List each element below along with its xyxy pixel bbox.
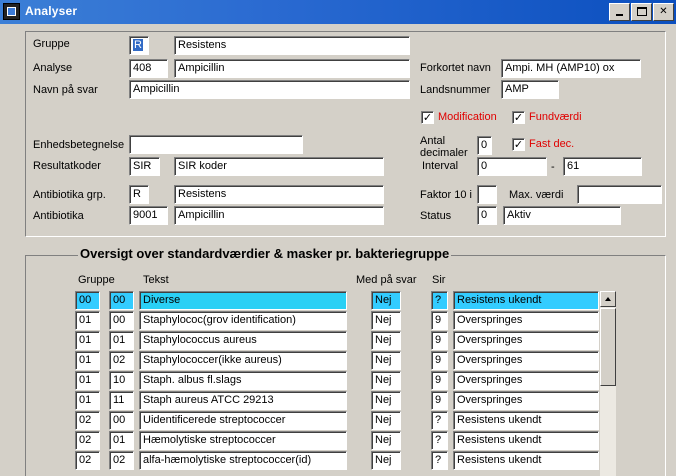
- status-label: Status: [420, 210, 452, 222]
- checkmark-icon: ✓: [513, 111, 524, 124]
- forkortet-navn-field[interactable]: Ampi. MH (AMP10) ox: [501, 59, 641, 78]
- med-paa-svar-cell[interactable]: Nej: [371, 391, 401, 410]
- fast-dec-checkbox[interactable]: [512, 138, 525, 151]
- antibiotika-grp-name-field[interactable]: Resistens: [174, 185, 384, 204]
- sir-code-cell[interactable]: 9: [431, 331, 448, 350]
- arrow-up-icon: [605, 297, 611, 301]
- analyse-label: Analyse: [33, 62, 73, 74]
- med-paa-svar-cell[interactable]: Nej: [371, 451, 401, 470]
- gruppe-cell[interactable]: 00: [75, 291, 100, 310]
- tekst-cell[interactable]: Uidentificerede streptococcer: [139, 411, 347, 430]
- modification-label: Modification: [438, 111, 497, 123]
- vertical-scrollbar[interactable]: [600, 291, 616, 476]
- med-paa-svar-cell[interactable]: Nej: [371, 311, 401, 330]
- gruppe-cell[interactable]: 02: [75, 451, 100, 470]
- antibiotika-label: Antibiotika: [33, 210, 84, 222]
- sir-code-cell[interactable]: ?: [431, 291, 448, 310]
- sir-text-cell[interactable]: Overspringes: [453, 371, 599, 390]
- forkortet-navn-label: Forkortet navn: [420, 62, 491, 74]
- undergruppe-cell[interactable]: 01: [109, 331, 134, 350]
- gruppe-cell[interactable]: 01: [75, 351, 100, 370]
- med-paa-svar-cell[interactable]: Nej: [371, 291, 401, 310]
- landsnummer-label: Landsnummer: [420, 84, 491, 96]
- max-vaerdi-label: Max. værdi: [509, 189, 564, 201]
- fundvaerdi-label: Fundværdi: [529, 111, 582, 123]
- sir-code-cell[interactable]: ?: [431, 431, 448, 450]
- column-header-tekst: Tekst: [143, 274, 169, 286]
- resultatkoder-name-field[interactable]: SIR koder: [174, 157, 384, 176]
- window-title: Analyser: [25, 4, 78, 18]
- antibiotika-grp-label: Antibiotika grp.: [33, 189, 106, 201]
- column-header-med-paa-svar: Med på svar: [356, 274, 417, 286]
- sir-text-cell[interactable]: Resistens ukendt: [453, 411, 599, 430]
- enhedsbetegnelse-field[interactable]: [129, 135, 303, 154]
- sir-text-cell[interactable]: Overspringes: [453, 351, 599, 370]
- med-paa-svar-cell[interactable]: Nej: [371, 431, 401, 450]
- sir-code-cell[interactable]: 9: [431, 391, 448, 410]
- gruppe-cell[interactable]: 02: [75, 431, 100, 450]
- antibiotika-name-field[interactable]: Ampicillin: [174, 206, 384, 225]
- undergruppe-cell[interactable]: 00: [109, 291, 134, 310]
- sir-code-cell[interactable]: ?: [431, 451, 448, 470]
- table-row[interactable]: [0, 291, 676, 311]
- maximize-icon: [637, 7, 647, 16]
- app-icon: [3, 3, 20, 20]
- table-row[interactable]: [0, 451, 676, 471]
- sir-code-cell[interactable]: 9: [431, 351, 448, 370]
- undergruppe-cell[interactable]: 10: [109, 371, 134, 390]
- table-row[interactable]: [0, 351, 676, 371]
- sir-code-cell[interactable]: 9: [431, 311, 448, 330]
- undergruppe-cell[interactable]: 02: [109, 451, 134, 470]
- table-row[interactable]: [0, 311, 676, 331]
- tekst-cell[interactable]: Staph. albus fl.slags: [139, 371, 347, 390]
- med-paa-svar-cell[interactable]: Nej: [371, 351, 401, 370]
- undergruppe-cell[interactable]: 00: [109, 311, 134, 330]
- close-icon: ✕: [659, 6, 668, 17]
- analyse-code-field[interactable]: 408: [129, 59, 168, 78]
- sir-text-cell[interactable]: Overspringes: [453, 391, 599, 410]
- checkmark-icon: ✓: [422, 111, 433, 124]
- resultatkoder-code-field[interactable]: SIR: [129, 157, 160, 176]
- undergruppe-cell[interactable]: 01: [109, 431, 134, 450]
- minimize-button[interactable]: [609, 3, 630, 21]
- enhedsbetegnelse-label: Enhedsbetegnelse: [33, 139, 125, 151]
- antibiotika-code-field[interactable]: 9001: [129, 206, 168, 225]
- gruppe-label: Gruppe: [33, 38, 70, 50]
- antal-label: Antal: [420, 135, 446, 147]
- interval-label: Interval: [422, 160, 459, 172]
- fundvaerdi-checkbox[interactable]: [512, 111, 525, 124]
- sir-text-cell[interactable]: Overspringes: [453, 311, 599, 330]
- checkmark-icon: ✓: [513, 138, 524, 151]
- gruppe-cell[interactable]: 01: [75, 371, 100, 390]
- sir-text-cell[interactable]: Resistens ukendt: [453, 431, 599, 450]
- gruppe-cell[interactable]: 01: [75, 311, 100, 330]
- close-button[interactable]: [653, 3, 674, 21]
- gruppe-cell[interactable]: 01: [75, 391, 100, 410]
- resultatkoder-label: Resultatkoder: [33, 160, 101, 172]
- gruppe-code-field[interactable]: R: [129, 36, 149, 55]
- table-row[interactable]: [0, 411, 676, 431]
- table-row[interactable]: [0, 331, 676, 351]
- tekst-cell[interactable]: Staphylococcus aureus: [139, 331, 347, 350]
- landsnummer-field[interactable]: AMP: [501, 80, 559, 99]
- interval-from-field[interactable]: 0: [477, 157, 547, 176]
- med-paa-svar-cell[interactable]: Nej: [371, 411, 401, 430]
- antibiotika-grp-code-field[interactable]: R: [129, 185, 149, 204]
- tekst-cell[interactable]: Staph aureus ATCC 29213: [139, 391, 347, 410]
- faktor-label: Faktor 10 i: [420, 189, 472, 201]
- sir-code-cell[interactable]: ?: [431, 411, 448, 430]
- minimize-icon: [616, 14, 623, 16]
- table-row[interactable]: [0, 371, 676, 391]
- decimaler-label: decimaler: [420, 147, 468, 159]
- sir-text-cell[interactable]: Resistens ukendt: [453, 451, 599, 470]
- tekst-cell[interactable]: Staphylococ(grov identification): [139, 311, 347, 330]
- antal-decimaler-field[interactable]: 0: [477, 136, 492, 155]
- interval-to-field[interactable]: 61: [563, 157, 642, 176]
- navn-paa-svar-field[interactable]: Ampicillin: [129, 80, 410, 99]
- scrollbar-thumb[interactable]: [600, 308, 616, 386]
- med-paa-svar-cell[interactable]: Nej: [371, 371, 401, 390]
- status-name-field[interactable]: Aktiv: [503, 206, 621, 225]
- analyse-name-field[interactable]: Ampicillin: [174, 59, 410, 78]
- gruppe-cell[interactable]: 01: [75, 331, 100, 350]
- gruppe-name-field[interactable]: Resistens: [174, 36, 410, 55]
- maximize-button[interactable]: [631, 3, 652, 21]
- title-bar: [0, 0, 676, 24]
- max-vaerdi-field[interactable]: [577, 185, 662, 204]
- tekst-cell[interactable]: alfa-hæmolytiske streptococcer(id): [139, 451, 347, 470]
- undergruppe-cell[interactable]: 11: [109, 391, 134, 410]
- sir-text-cell[interactable]: Resistens ukendt: [453, 291, 599, 310]
- tekst-cell[interactable]: Diverse: [139, 291, 347, 310]
- column-header-gruppe: Gruppe: [78, 274, 115, 286]
- undergruppe-cell[interactable]: 02: [109, 351, 134, 370]
- sir-code-cell[interactable]: 9: [431, 371, 448, 390]
- gruppe-cell[interactable]: 02: [75, 411, 100, 430]
- tekst-cell[interactable]: Staphylococcer(ikke aureus): [139, 351, 347, 370]
- overview-title: Oversigt over standardværdier & masker pr. bakteriegruppe: [80, 246, 450, 261]
- interval-separator: -: [551, 161, 555, 173]
- table-row[interactable]: [0, 431, 676, 451]
- tekst-cell[interactable]: Hæmolytiske streptococcer: [139, 431, 347, 450]
- scroll-up-button[interactable]: [600, 291, 616, 307]
- column-header-sir: Sir: [432, 274, 446, 286]
- modification-checkbox[interactable]: [421, 111, 434, 124]
- fast-dec-label: Fast dec.: [529, 138, 575, 150]
- sir-text-cell[interactable]: Overspringes: [453, 331, 599, 350]
- table-row[interactable]: [0, 391, 676, 411]
- status-code-field[interactable]: 0: [477, 206, 497, 225]
- faktor-field[interactable]: [477, 185, 497, 204]
- med-paa-svar-cell[interactable]: Nej: [371, 331, 401, 350]
- navn-paa-svar-label: Navn på svar: [33, 84, 98, 96]
- undergruppe-cell[interactable]: 00: [109, 411, 134, 430]
